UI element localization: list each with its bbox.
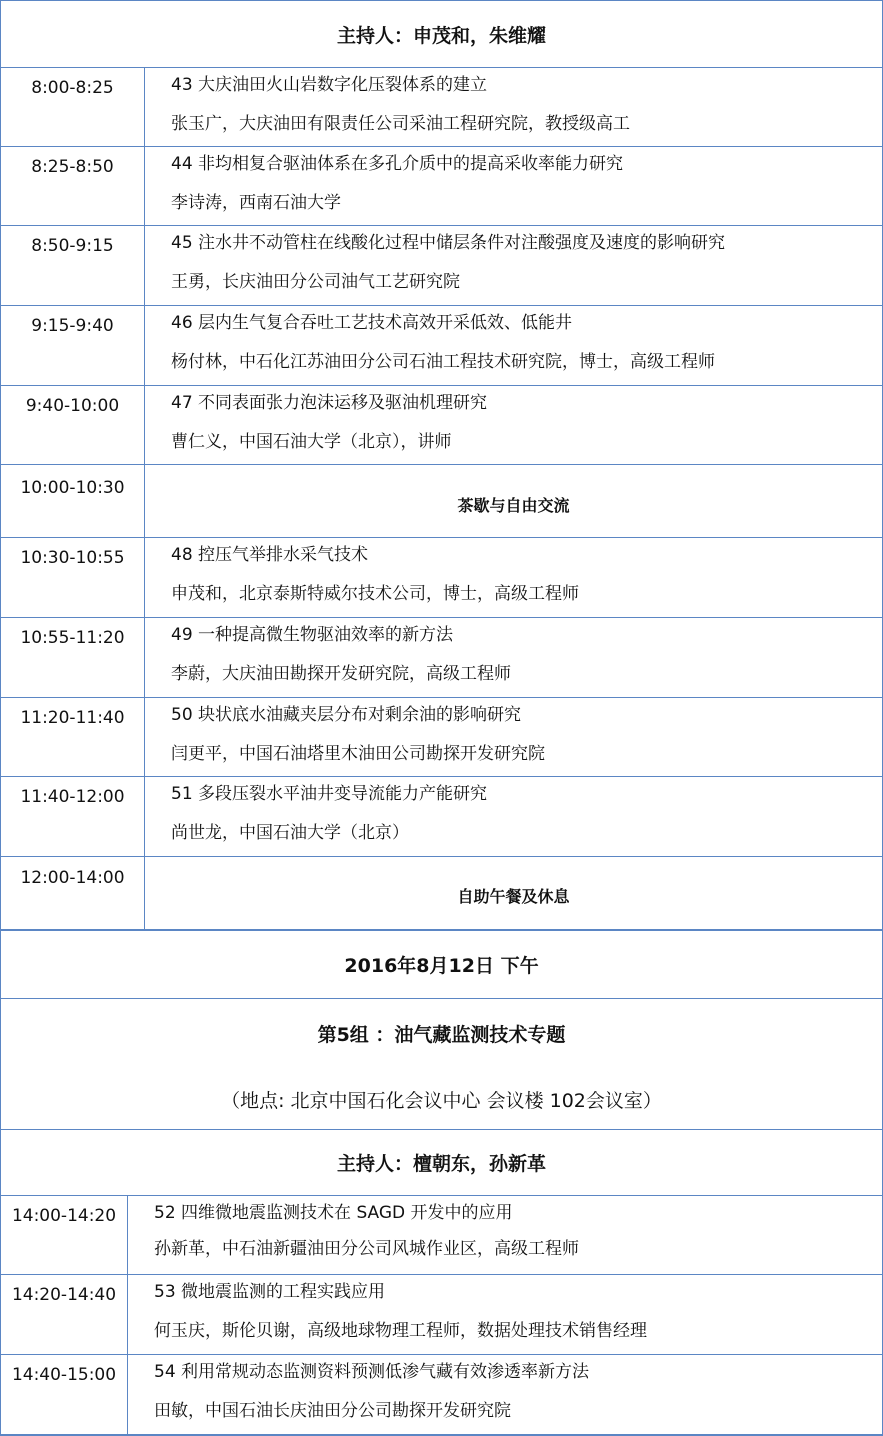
table-row <box>0 146 883 226</box>
time-cell: 9:15-9:40 <box>1 305 145 385</box>
time-cell: 10:55-11:20 <box>1 617 145 697</box>
host-text: 主持人：申茂和，朱维耀 <box>336 24 546 47</box>
table-row <box>0 537 883 618</box>
speaker-info: 杨付林，中石化江苏油田分公司石油工程技术研究院，博士，高级工程师 <box>171 352 715 372</box>
group-title: 第5组 ：油气藏监测技术专题 <box>317 1024 566 1046</box>
date-header <box>0 931 883 999</box>
host-header <box>0 0 883 68</box>
table-row <box>0 1195 883 1275</box>
time-cell: 12:00-14:00 <box>1 856 145 929</box>
time-cell: 11:40-12:00 <box>1 776 145 856</box>
time-cell: 10:30-10:55 <box>1 537 145 617</box>
speaker-info: 田敏，中国石油长庆油田分公司勘探开发研究院 <box>154 1401 511 1421</box>
talk-title: 52 四维微地震监测技术在 SAGD 开发中的应用 <box>154 1203 513 1223</box>
date-text: 2016年8月12日 下午 <box>344 955 539 977</box>
speaker-info: 王勇，长庆油田分公司油气工艺研究院 <box>171 272 460 292</box>
time-cell: 11:20-11:40 <box>1 697 145 776</box>
talk-title: 46 层内生气复合吞吐工艺技术高效开采低效、低能井 <box>171 313 573 333</box>
speaker-info: 尚世龙，中国石油大学（北京） <box>171 823 409 843</box>
talk-title: 54 利用常规动态监测资料预测低渗气藏有效渗透率新方法 <box>154 1362 590 1382</box>
talk-title: 48 控压气举排水采气技术 <box>171 545 369 565</box>
table-row <box>0 1274 883 1355</box>
break-row <box>0 856 883 931</box>
table-row <box>0 305 883 386</box>
table-row <box>0 1354 883 1436</box>
location-text: （地点: 北京中国石化会议中心 会议楼 102会议室） <box>221 1090 662 1112</box>
talk-title: 50 块状底水油藏夹层分布对剩余油的影响研究 <box>171 705 522 725</box>
talk-title: 53 微地震监测的工程实践应用 <box>154 1282 386 1302</box>
talk-title: 47 不同表面张力泡沫运移及驱油机理研究 <box>171 393 488 413</box>
talk-title: 51 多段压裂水平油井变导流能力产能研究 <box>171 784 488 804</box>
talk-title: 49 一种提高微生物驱油效率的新方法 <box>171 625 454 645</box>
time-cell: 8:00-8:25 <box>1 67 145 146</box>
group-header <box>0 998 883 1130</box>
time-cell: 9:40-10:00 <box>1 385 145 464</box>
speaker-info: 闫更平，中国石油塔里木油田公司勘探开发研究院 <box>171 744 545 764</box>
break-label: 自助午餐及休息 <box>457 887 570 906</box>
time-cell: 8:50-9:15 <box>1 225 145 305</box>
talk-title: 45 注水井不动管柱在线酸化过程中储层条件对注酸强度及速度的影响研究 <box>171 233 726 253</box>
speaker-info: 张玉广，大庆油田有限责任公司采油工程研究院，教授级高工 <box>171 114 630 134</box>
time-cell: 14:20-14:40 <box>1 1274 128 1354</box>
speaker-info: 申茂和，北京泰斯特威尔技术公司，博士，高级工程师 <box>171 584 579 604</box>
speaker-info: 何玉庆，斯伦贝谢，高级地球物理工程师，数据处理技术销售经理 <box>154 1321 647 1341</box>
host-header <box>0 1129 883 1196</box>
host-text: 主持人：檀朝东，孙新革 <box>336 1152 546 1175</box>
speaker-info: 李诗涛，西南石油大学 <box>171 193 341 213</box>
speaker-info: 孙新革，中石油新疆油田分公司风城作业区，高级工程师 <box>154 1239 579 1259</box>
speaker-info: 李蔚，大庆油田勘探开发研究院，高级工程师 <box>171 664 511 684</box>
time-cell: 14:40-15:00 <box>1 1354 128 1434</box>
speaker-info: 曹仁义，中国石油大学（北京），讲师 <box>171 432 452 452</box>
talk-title: 44 非均相复合驱油体系在多孔介质中的提高采收率能力研究 <box>171 154 624 174</box>
break-label: 茶歇与自由交流 <box>457 496 570 515</box>
time-cell: 8:25-8:50 <box>1 146 145 225</box>
break-row <box>0 464 883 538</box>
table-row <box>0 697 883 777</box>
table-row <box>0 617 883 698</box>
table-row <box>0 225 883 306</box>
table-row <box>0 385 883 465</box>
time-cell: 14:00-14:20 <box>1 1195 128 1274</box>
time-cell: 10:00-10:30 <box>1 464 145 537</box>
table-row <box>0 67 883 147</box>
talk-title: 43 大庆油田火山岩数字化压裂体系的建立 <box>171 75 488 95</box>
table-row <box>0 776 883 857</box>
